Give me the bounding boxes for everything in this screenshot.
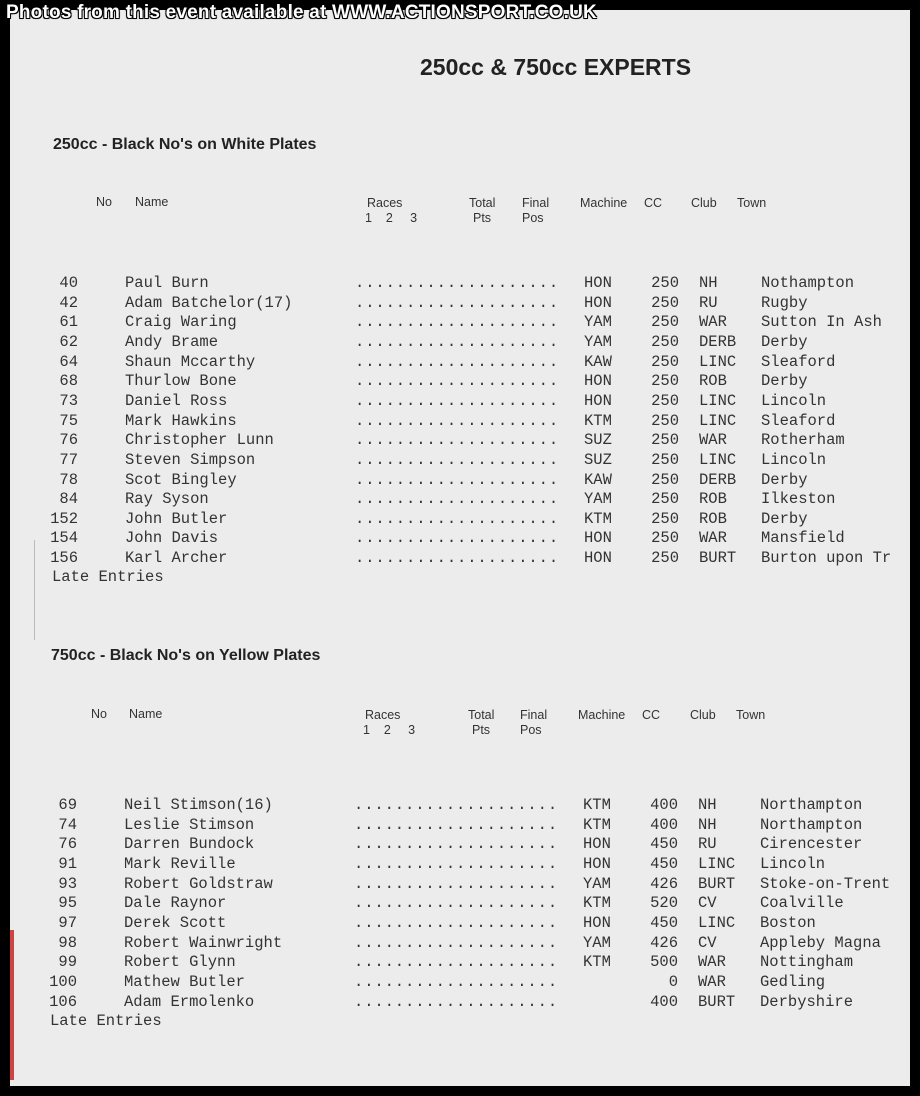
town-cell: Sleaford	[761, 352, 836, 371]
entry-number: 95	[58, 894, 77, 913]
entry-number: 78	[59, 470, 78, 489]
header-total: Total	[468, 708, 495, 722]
entry-number: 97	[58, 913, 77, 932]
table-row	[10, 529, 910, 549]
club-cell: LINC	[699, 352, 737, 371]
town-cell: Lincoln	[760, 854, 826, 873]
town-cell: Lincoln	[761, 450, 827, 469]
rider-name: Neil Stimson(16)	[124, 796, 273, 814]
machine-cell: HON	[584, 372, 612, 391]
machine-cell: YAM	[583, 933, 611, 952]
town-cell: Northampton	[760, 815, 863, 834]
rider-name: Dale Raynor	[124, 894, 227, 913]
dot-leader: ....................	[355, 490, 560, 509]
table-row	[10, 451, 910, 471]
town-cell: Mansfield	[761, 529, 845, 548]
table-row	[10, 412, 910, 432]
town-cell: Stoke-on-Trent	[760, 874, 891, 893]
rider-name: Mathew Butler	[124, 972, 245, 991]
entry-number: 75	[59, 411, 78, 430]
machine-cell: KTM	[583, 815, 611, 834]
town-cell: Northampton	[760, 796, 863, 814]
town-cell: Derby	[761, 509, 808, 528]
header-races-numbers: 1 2 3	[365, 211, 418, 225]
cc-cell: 250	[651, 313, 679, 332]
rider-name: Robert Glynn	[124, 953, 236, 972]
club-cell: BURT	[698, 874, 736, 893]
table-row	[10, 313, 910, 333]
rider-name: Derek Scott	[124, 913, 227, 932]
dot-leader: ....................	[354, 835, 559, 854]
entry-number: 76	[59, 431, 78, 450]
header-total: Total	[469, 196, 496, 210]
town-cell: Derbyshire	[760, 992, 854, 1011]
table-row	[10, 835, 910, 855]
club-cell: DERB	[699, 470, 737, 489]
entry-number: 74	[58, 815, 77, 834]
cc-cell: 250	[651, 274, 679, 292]
entry-number: 40	[59, 274, 78, 292]
town-cell: Gedling	[760, 972, 826, 991]
table-row	[10, 855, 910, 875]
club-cell: CV	[698, 894, 717, 913]
machine-cell: KTM	[583, 894, 611, 913]
table-row	[10, 914, 910, 934]
entry-number: 77	[59, 450, 78, 469]
header-town: Town	[736, 708, 766, 722]
table-row	[10, 796, 910, 816]
club-cell: RU	[699, 293, 718, 312]
header-cc: CC	[642, 708, 661, 722]
club-cell: NH	[698, 796, 717, 814]
header-name: Name	[129, 707, 163, 721]
club-cell: LINC	[698, 913, 736, 932]
machine-cell: KTM	[583, 953, 611, 972]
cc-cell: 426	[650, 933, 678, 952]
machine-cell: HON	[584, 529, 612, 548]
dot-leader: ....................	[354, 913, 559, 932]
cc-cell: 250	[651, 411, 679, 430]
club-cell: WAR	[699, 431, 727, 450]
table-row	[10, 353, 910, 373]
photo-banner: Photos from this event available at WWW.ACTIONSPORT.CO.UK	[6, 2, 597, 23]
cc-cell: 250	[651, 470, 679, 489]
dot-leader: ....................	[355, 470, 560, 489]
entry-number: 69	[58, 796, 77, 814]
rider-name: Christopher Lunn	[125, 431, 274, 450]
entry-number: 93	[58, 874, 77, 893]
rider-name: Steven Simpson	[125, 450, 256, 469]
header-races: Races	[367, 196, 403, 210]
town-cell: Burton upon Tr	[761, 549, 892, 568]
town-cell: Sleaford	[761, 411, 836, 430]
town-cell: Derby	[761, 332, 808, 351]
table-row	[10, 934, 910, 954]
rider-name: Daniel Ross	[125, 391, 228, 410]
entry-number: 61	[59, 313, 78, 332]
dot-leader: ....................	[355, 529, 560, 548]
entry-number: 76	[58, 835, 77, 854]
header-club: Club	[691, 196, 717, 210]
cc-cell: 250	[651, 431, 679, 450]
dot-leader: ....................	[354, 992, 559, 1011]
table-row	[10, 294, 910, 314]
header-name: Name	[135, 195, 169, 209]
header-no: No	[96, 195, 112, 209]
late-entries-label: Late Entries	[50, 1012, 162, 1030]
town-cell: Nothampton	[761, 274, 855, 292]
cc-cell: 250	[651, 332, 679, 351]
cc-cell: 0	[668, 972, 678, 991]
table-row	[10, 816, 910, 836]
dot-leader: ....................	[355, 509, 560, 528]
machine-cell: YAM	[584, 313, 612, 332]
town-cell: Nottingham	[760, 953, 854, 972]
table-row	[10, 431, 910, 451]
machine-cell: HON	[584, 391, 612, 410]
club-cell: ROB	[699, 509, 727, 528]
club-cell: DERB	[699, 332, 737, 351]
rider-name: Adam Ermolenko	[124, 992, 255, 1011]
dot-leader: ....................	[355, 352, 560, 371]
rider-name: Darren Bundock	[124, 835, 255, 854]
rider-name: John Butler	[125, 509, 228, 528]
town-cell: Coalville	[760, 894, 844, 913]
machine-cell: SUZ	[584, 450, 612, 469]
club-cell: LINC	[699, 450, 737, 469]
dot-leader: ....................	[355, 313, 560, 332]
machine-cell: KAW	[584, 470, 612, 489]
table-row	[10, 973, 910, 993]
page-title: 250cc & 750cc EXPERTS	[420, 54, 692, 80]
table-row	[10, 953, 910, 973]
club-cell: ROB	[699, 490, 727, 509]
rider-name: Leslie Stimson	[124, 815, 255, 834]
table-row	[10, 471, 910, 491]
cc-cell: 250	[651, 293, 679, 312]
dot-leader: ....................	[355, 391, 560, 410]
club-cell: LINC	[699, 391, 737, 410]
header-town: Town	[737, 196, 767, 210]
rider-name: Shaun Mccarthy	[125, 352, 256, 371]
rider-name: Adam Batchelor(17)	[125, 293, 293, 312]
dot-leader: ....................	[354, 796, 559, 814]
cc-cell: 400	[650, 992, 678, 1011]
club-cell: ROB	[699, 372, 727, 391]
dot-leader: ....................	[355, 549, 560, 568]
entry-number: 99	[58, 953, 77, 972]
table-row	[10, 490, 910, 510]
dot-leader: ....................	[355, 450, 560, 469]
machine-cell: HON	[584, 293, 612, 312]
machine-cell: YAM	[584, 490, 612, 509]
table-row	[10, 549, 910, 569]
entry-number: 100	[49, 972, 77, 991]
club-cell: WAR	[699, 313, 727, 332]
table-row	[10, 510, 910, 530]
section-title-750cc: 750cc - Black No's on Yellow Plates	[51, 647, 321, 664]
club-cell: WAR	[699, 529, 727, 548]
entry-number: 156	[50, 549, 78, 568]
cc-cell: 500	[650, 953, 678, 972]
club-cell: CV	[698, 933, 717, 952]
dot-leader: ....................	[355, 372, 560, 391]
cc-cell: 450	[650, 854, 678, 873]
dot-leader: ....................	[354, 894, 559, 913]
header-final: Final	[522, 196, 550, 210]
town-cell: Lincoln	[761, 391, 827, 410]
rider-name: Paul Burn	[125, 274, 209, 292]
cc-cell: 250	[651, 529, 679, 548]
entry-number: 106	[49, 992, 77, 1011]
rider-name: Robert Goldstraw	[124, 874, 273, 893]
machine-cell: KTM	[584, 509, 612, 528]
club-cell: BURT	[698, 992, 736, 1011]
rider-name: Karl Archer	[125, 549, 228, 568]
club-cell: LINC	[698, 854, 736, 873]
entry-number: 91	[58, 854, 77, 873]
header-machine: Machine	[578, 708, 626, 722]
entry-number: 68	[59, 372, 78, 391]
machine-cell: SUZ	[584, 431, 612, 450]
machine-cell: HON	[584, 274, 612, 292]
rider-name: Mark Reville	[124, 854, 236, 873]
machine-cell: HON	[583, 854, 611, 873]
club-cell: NH	[698, 815, 717, 834]
machine-cell: YAM	[584, 332, 612, 351]
machine-cell: KTM	[583, 796, 611, 814]
town-cell: Sutton In Ash	[761, 313, 882, 332]
section-title-250cc: 250cc - Black No's on White Plates	[53, 136, 317, 153]
header-pts: Pts	[472, 723, 491, 737]
late-entries-label: Late Entries	[52, 568, 164, 586]
dot-leader: ....................	[354, 933, 559, 952]
header-pos: Pos	[522, 211, 544, 225]
dot-leader: ....................	[355, 274, 560, 292]
cc-cell: 250	[651, 509, 679, 528]
town-cell: Boston	[760, 913, 816, 932]
club-cell: LINC	[699, 411, 737, 430]
table-row	[10, 894, 910, 914]
town-cell: Rugby	[761, 293, 808, 312]
header-races-numbers: 1 2 3	[363, 723, 416, 737]
machine-cell: HON	[583, 913, 611, 932]
cc-cell: 250	[651, 352, 679, 371]
entry-number: 62	[59, 332, 78, 351]
club-cell: RU	[698, 835, 717, 854]
rider-name: Mark Hawkins	[125, 411, 237, 430]
table-row	[10, 372, 910, 392]
header-club: Club	[690, 708, 716, 722]
entry-number: 152	[50, 509, 78, 528]
cc-cell: 250	[651, 490, 679, 509]
cc-cell: 250	[651, 372, 679, 391]
entry-number: 64	[59, 352, 78, 371]
dot-leader: ....................	[355, 293, 560, 312]
town-cell: Cirencester	[760, 835, 863, 854]
town-cell: Derby	[761, 470, 808, 489]
town-cell: Ilkeston	[761, 490, 836, 509]
entry-number: 154	[50, 529, 78, 548]
club-cell: WAR	[698, 953, 726, 972]
table-row	[10, 392, 910, 412]
dot-leader: ....................	[354, 972, 559, 991]
machine-cell: HON	[584, 549, 612, 568]
club-cell: NH	[699, 274, 718, 292]
dot-leader: ....................	[354, 854, 559, 873]
table-row	[10, 333, 910, 353]
cc-cell: 450	[650, 835, 678, 854]
machine-cell: HON	[583, 835, 611, 854]
cc-cell: 520	[650, 894, 678, 913]
header-cc: CC	[644, 196, 663, 210]
club-cell: WAR	[698, 972, 726, 991]
rider-name: Ray Syson	[125, 490, 209, 509]
rider-name: Robert Wainwright	[124, 933, 283, 952]
rider-name: Scot Bingley	[125, 470, 237, 489]
entry-number: 98	[58, 933, 77, 952]
cc-cell: 250	[651, 391, 679, 410]
dot-leader: ....................	[354, 953, 559, 972]
rider-name: Thurlow Bone	[125, 372, 237, 391]
dot-leader: ....................	[355, 431, 560, 450]
machine-cell: YAM	[583, 874, 611, 893]
header-machine: Machine	[580, 196, 628, 210]
cc-cell: 450	[650, 913, 678, 932]
machine-cell: KAW	[584, 352, 612, 371]
cc-cell: 400	[650, 796, 678, 814]
header-final: Final	[520, 708, 548, 722]
town-cell: Derby	[761, 372, 808, 391]
dot-leader: ....................	[355, 332, 560, 351]
entry-number: 42	[59, 293, 78, 312]
dot-leader: ....................	[355, 411, 560, 430]
rider-name: Craig Waring	[125, 313, 237, 332]
machine-cell: KTM	[584, 411, 612, 430]
header-no: No	[91, 707, 107, 721]
club-cell: BURT	[699, 549, 737, 568]
cc-cell: 250	[651, 549, 679, 568]
dot-leader: ....................	[354, 874, 559, 893]
cc-cell: 250	[651, 450, 679, 469]
cc-cell: 400	[650, 815, 678, 834]
town-cell: Rotherham	[761, 431, 845, 450]
programme-page	[10, 10, 910, 1086]
rider-name: Andy Brame	[125, 332, 219, 351]
entry-number: 73	[59, 391, 78, 410]
header-races: Races	[365, 708, 401, 722]
entry-number: 84	[59, 490, 78, 509]
table-row	[10, 993, 910, 1013]
cc-cell: 426	[650, 874, 678, 893]
table-row	[10, 274, 910, 294]
rider-name: John Davis	[125, 529, 219, 548]
header-pos: Pos	[520, 723, 542, 737]
town-cell: Appleby Magna	[760, 933, 881, 952]
dot-leader: ....................	[354, 815, 559, 834]
table-row	[10, 875, 910, 895]
header-pts: Pts	[473, 211, 492, 225]
